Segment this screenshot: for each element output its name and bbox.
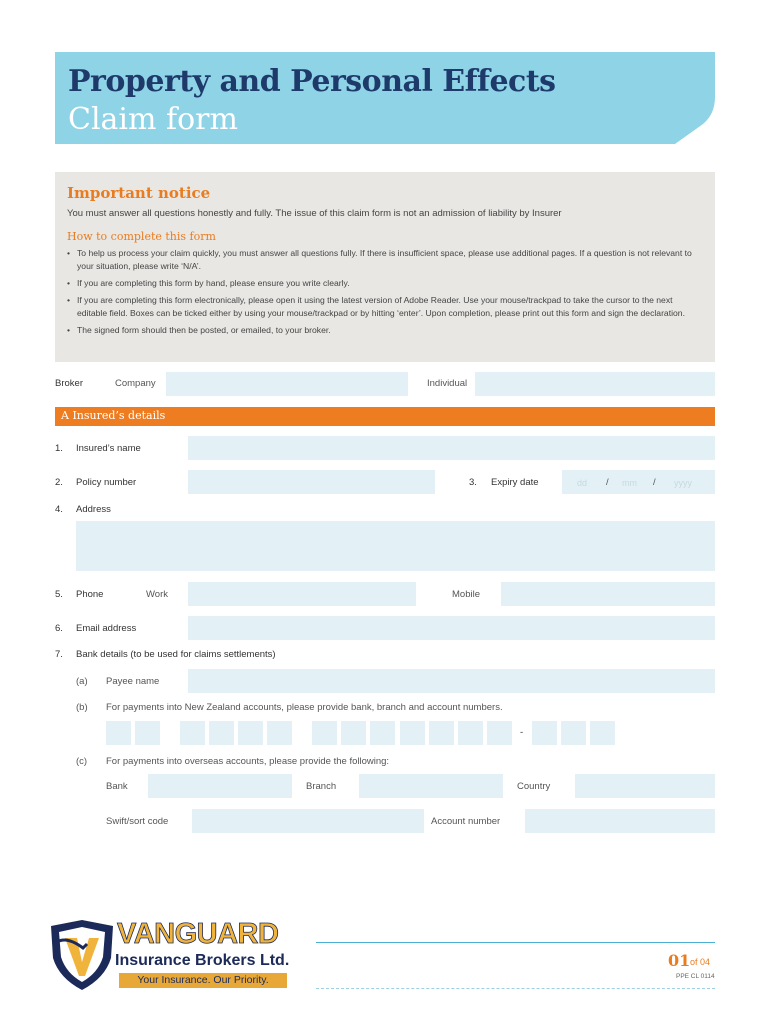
date-separator: /	[653, 477, 656, 488]
page-title: Property and Personal Effects	[68, 64, 556, 99]
branch-label: Branch	[306, 781, 337, 792]
branch-digit-box[interactable]	[209, 721, 234, 745]
branch-digit-box[interactable]	[238, 721, 263, 745]
instruction-item: • If you are completing this form by hand, please ensure you write clearly.	[67, 277, 703, 290]
suffix-digit-box[interactable]	[561, 721, 586, 745]
bank-details-label: Bank details (to be used for claims settlements)	[76, 649, 276, 660]
q3-number: 3.	[469, 477, 477, 488]
notice-heading: Important notice	[67, 184, 211, 202]
q2-number: 2.	[55, 477, 63, 488]
page-number: 01	[668, 951, 691, 970]
q4-number: 4.	[55, 504, 63, 515]
overseas-country-field[interactable]	[575, 774, 715, 798]
account-digit-box[interactable]	[429, 721, 454, 745]
instruction-item: • To help us process your claim quickly, you must answer all questions fully. If there is insufficient space, please use additional pages. If a question is not relevant to your situation, please write ‘N/A’.	[67, 247, 703, 273]
email-label: Email address	[76, 623, 137, 634]
address-field[interactable]	[76, 521, 715, 571]
suffix-digit-box[interactable]	[532, 721, 557, 745]
account-digit-box[interactable]	[341, 721, 366, 745]
date-day-placeholder: dd	[577, 478, 588, 488]
instruction-list	[67, 247, 703, 337]
payee-name-label: Payee name	[106, 676, 160, 687]
account-digit-box[interactable]	[487, 721, 512, 745]
section-a-title: A Insured’s details	[61, 409, 166, 422]
bank-digit-box[interactable]	[106, 721, 131, 745]
subitem-c-marker: (c)	[76, 756, 88, 767]
individual-label: Individual	[427, 378, 468, 389]
bank-digit-box[interactable]	[135, 721, 160, 745]
q6-number: 6.	[55, 623, 63, 634]
company-label: Company	[115, 378, 156, 389]
overseas-account-number-field[interactable]	[525, 809, 715, 833]
title-banner	[55, 52, 715, 144]
account-digit-box[interactable]	[312, 721, 337, 745]
bank-label: Bank	[106, 781, 128, 792]
account-digit-box[interactable]	[370, 721, 395, 745]
phone-label: Phone	[76, 589, 104, 600]
page-subtitle: Claim form	[68, 102, 238, 137]
form-code: PPE CL 0114	[676, 973, 715, 980]
important-notice	[55, 172, 715, 362]
overseas-account-instruction: For payments into overseas accounts, please provide the following:	[106, 756, 390, 767]
q5-number: 5.	[55, 589, 63, 600]
overseas-bank-field[interactable]	[148, 774, 292, 798]
swift-code-field[interactable]	[192, 809, 424, 833]
page-total: of 04	[690, 957, 711, 967]
q7-number: 7.	[55, 649, 63, 660]
broker-label: Broker	[55, 378, 83, 389]
policy-number-field[interactable]	[188, 470, 435, 494]
payee-name-field[interactable]	[188, 669, 715, 693]
subitem-a-marker: (a)	[76, 676, 88, 687]
how-to-heading: How to complete this form	[67, 230, 216, 243]
footer-divider	[316, 988, 715, 989]
account-digit-box[interactable]	[458, 721, 483, 745]
account-suffix-dash: -	[520, 727, 524, 738]
instruction-item: • If you are completing this form electronically, please open it using the latest version of Adobe Reader. Use your mouse/trackpad to take the cursor to the next editable field. Boxes can be ticked either by using your mouse/trackpad or by hitting ‘enter’. Upon completion, please print out this form and sign the declaration.	[67, 294, 703, 320]
shield-icon	[47, 918, 117, 992]
insured-name-label: Insured’s name	[76, 443, 141, 454]
account-digit-box[interactable]	[400, 721, 425, 745]
branch-digit-box[interactable]	[180, 721, 205, 745]
insured-name-field[interactable]	[188, 436, 715, 460]
date-year-placeholder: yyyy	[674, 478, 692, 488]
mobile-field[interactable]	[501, 582, 715, 606]
logo-wordmark: VANGUARD	[117, 918, 279, 950]
broker-company-field[interactable]	[166, 372, 408, 396]
overseas-branch-field[interactable]	[359, 774, 503, 798]
subitem-b-marker: (b)	[76, 702, 88, 713]
instruction-item: • The signed form should then be posted, or emailed, to your broker.	[67, 324, 703, 337]
email-field[interactable]	[188, 616, 715, 640]
date-separator: /	[606, 477, 609, 488]
q1-number: 1.	[55, 443, 63, 454]
expiry-date-label: Expiry date	[491, 477, 539, 488]
notice-intro: You must answer all questions honestly and fully. The issue of this claim form is not an admission of liability by Insurer	[67, 208, 562, 219]
country-label: Country	[517, 781, 551, 792]
swift-code-label: Swift/sort code	[106, 816, 169, 827]
logo-tagline: Your Insurance. Our Priority.	[119, 973, 287, 988]
vanguard-logo	[47, 918, 313, 992]
branch-digit-box[interactable]	[267, 721, 292, 745]
broker-individual-field[interactable]	[475, 372, 715, 396]
suffix-digit-box[interactable]	[590, 721, 615, 745]
date-month-placeholder: mm	[622, 478, 637, 488]
nz-account-instruction: For payments into New Zealand accounts, please provide bank, branch and account numbers.	[106, 702, 503, 713]
address-label: Address	[76, 504, 111, 515]
logo-company-name: Insurance Brokers Ltd.	[115, 952, 290, 969]
work-phone-label: Work	[146, 589, 168, 600]
work-phone-field[interactable]	[188, 582, 416, 606]
account-number-label: Account number	[431, 816, 501, 827]
mobile-label: Mobile	[452, 589, 480, 600]
section-a-header	[55, 407, 715, 426]
footer-divider	[316, 942, 715, 943]
policy-number-label: Policy number	[76, 477, 137, 488]
